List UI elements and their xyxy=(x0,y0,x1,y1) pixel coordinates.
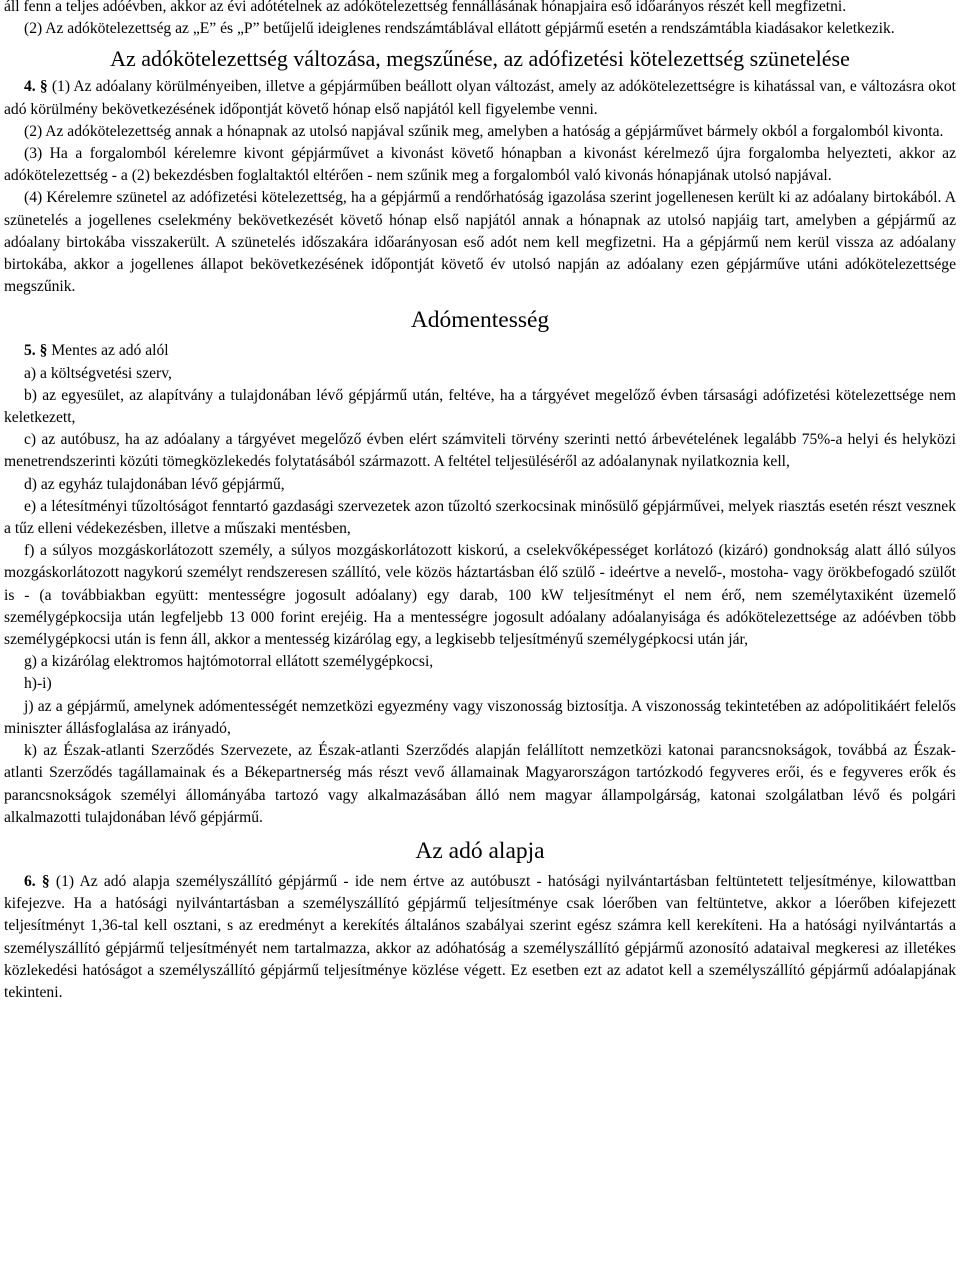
list-item-5-f: f) a súlyos mozgáskorlátozott személy, a súlyos mozgáskorlátozott kiskorú, a cselekvőképességet korlátozó (kizáró) gondnokság alatt álló súlyos mozgáskorlátozott nagykorú személyt rendszeresen szállító, vele közös háztartásban élő szülő - ideértve a nevelő-, mostoha- vagy örökbefogadó szülőt is - (a továbbiakban együtt: mentességre jogosult adóalany) egy darab, 100 kW teljesítményt el nem érő, nem személytaxiként üzemelő személygépkocsija után legfeljebb 13 000 forint erejéig. Ha a mentességre jogosult adóalany adóalanyisága és adókötelezettsége az adóévben több személygépkocsi után is fenn áll, akkor a mentesség kizárólag egy, a legkisebb teljesítményű személygépkocsi után jár, xyxy=(4,542,956,649)
list-item-5-hi: h)-i) xyxy=(24,675,52,693)
paragraph-6-1-text: (1) Az adó alapja személyszállító gépjármű - ide nem értve az autóbuszt - hatósági nyilvántartásban feltüntetett teljesítménye, kilowattban kifejezve. Ha a hatósági nyilvántartásban a személyszállító gépjármű teljesítménye csak lóerőben van feltüntetve, akkor a lóerőben kifejezett teljesítményt 1,36-tal kell osztani, s az eredményt a kerekítés általános szabályai szerint egész számra kell kerekíteni. Ha a hatósági nyilvántartás a személyszállító gépjármű teljesítményét nem tartalmazza, akkor az adóhatóság a személyszállító gépjármű azonosító adataival megkeresi az illetékes közlekedési hatóságot a személyszállító gépjármű teljesítménye közlése végett. Ez esetben ezt az adatot kell a személyszállító gépjármű adóalapjának tekinteni. xyxy=(4,872,956,1001)
paragraph-4-1-text: (1) Az adóalany körülményeiben, illetve a gépjárműben beállott olyan változást, amely az adókötelezettségre is kihatással van, e változásra okot adó körülmény bekövetkezésének időpontját követő hónap első napjától kell figyelembe venni. xyxy=(4,78,957,118)
section-heading-tax-base: Az adó alapja xyxy=(415,837,545,864)
paragraph-4-4: (4) Kérelemre szünetel az adófizetési kötelezettség, ha a gépjármű a rendőrhatóság igazolása szerint jogellenesen került ki az adóalany birtokából. A szünetelés a jogellenes cselekmény bekövetkezését követő hónap első napjától annak a hónapnak az utolsó napjáig tart, amelyben a gépjármű az adóalany birtokába visszakerült. A szünetelés időszakára időarányosan eső adót nem kell megfizetni. Ha a gépjármű nem kerül vissza az adóalany birtokába, akkor a jogellenes állapot bekövetkezésének időpontját követő év utolsó napján az adóalany ezen gépjárműve utáni adókötelezettsége megszűnik. xyxy=(4,189,956,296)
list-item-5-e: e) a létesítményi tűzoltóságot fenntartó gazdasági szervezetek azon tűzoltó szerkocsinak minősülő gépjárművei, melyek riasztás esetén részt vesznek a tűz elleni védekezésben, illetve a műszaki mentésben, xyxy=(4,497,956,538)
paragraph-continuation: áll fenn a teljes adóévben, akkor az évi adótételnek az adókötelezettség fennállásának hónapjaira eső időarányos részét kell megfizetni. xyxy=(4,0,847,15)
paragraph-4-2: (2) Az adókötelezettség annak a hónapnak az utolsó napjával szűnik meg, amelyben a hatóság a gépjárművet bármely okból a forgalomból kivonta. xyxy=(24,122,944,140)
list-item-5-a: a) a költségvetési szerv, xyxy=(24,364,172,382)
paragraph-5-intro-text: Mentes az adó alól xyxy=(51,342,169,360)
section-heading-exemption: Adómentesség xyxy=(410,307,550,334)
section-number-4: 4. § xyxy=(24,78,48,96)
list-item-5-d: d) az egyház tulajdonában lévő gépjármű, xyxy=(24,475,285,493)
paragraph-5-intro xyxy=(4,340,956,362)
list-item-5-g: g) a kizárólag elektromos hajtómotorral ellátott személygépkocsi, xyxy=(24,653,434,671)
paragraph-4-3: (3) Ha a forgalomból kérelemre kivont gépjárművet a kivonást követő hónapban a kivonást kérelmező újra forgalomba helyezteti, akkor az adókötelezettség - a (2) bekezdésben foglaltaktól eltérően - nem szűnik meg a forgalomból való kivonás hónapjának utolsó napjával. xyxy=(4,145,956,185)
list-item-5-b: b) az egyesület, az alapítvány a tulajdonában lévő gépjármű után, feltéve, ha a tárgyévet megelőző évben társasági adófizetési kötelezettsége nem keletkezett, xyxy=(4,386,956,427)
document-page xyxy=(4,0,956,1004)
section-heading-changes: Az adókötelezettség változása, megszűnése, az adófizetési kötelezettség szünetelése xyxy=(110,46,850,72)
paragraph-3-2: (2) Az adókötelezettség az „E” és „P” betűjelű ideiglenes rendszámtáblával ellátott gépjármű esetén a rendszámtábla kiadásakor keletkezik. xyxy=(24,20,895,38)
list-item-5-j: j) az a gépjármű, amelynek adómentességét nemzetközi egyezmény vagy viszonosság biztosítja. A viszonosság tekintetében az adópolitikáért felelős miniszter állásfoglalása az irányadó, xyxy=(4,697,956,737)
section-number-6: 6. § xyxy=(24,872,50,890)
paragraph-4-1 xyxy=(4,76,956,120)
list-item-5-k: k) az Észak-atlanti Szerződés Szervezete, az Észak-atlanti Szerződés alapján felállított nemzetközi katonai parancsnokságok, továbbá az Észak-atlanti Szerződés tagállamainak és a Békepartnerség más részt vevő államainak Magyarországon tartózkodó fegyveres erői, és e fegyveres erők és parancsnokságok személyi állományába tartozó vagy alkalmazásában álló nem magyar állampolgárság, katonai szolgálatban lévő és polgári alkalmazotti tulajdonában lévő gépjármű. xyxy=(4,742,956,826)
section-number-5: 5. § xyxy=(24,342,48,360)
paragraph-6-1 xyxy=(4,871,956,1004)
list-item-5-c: c) az autóbusz, ha az adóalany a tárgyévet megelőző évben elért számviteli törvény szerinti nettó árbevételének legalább 75%-a helyi és helyközi menetrendszerinti közúti tömegközlekedés folytatásából származott. A feltétel teljesüléséről az adóalanynak nyilatkoznia kell, xyxy=(4,431,956,471)
